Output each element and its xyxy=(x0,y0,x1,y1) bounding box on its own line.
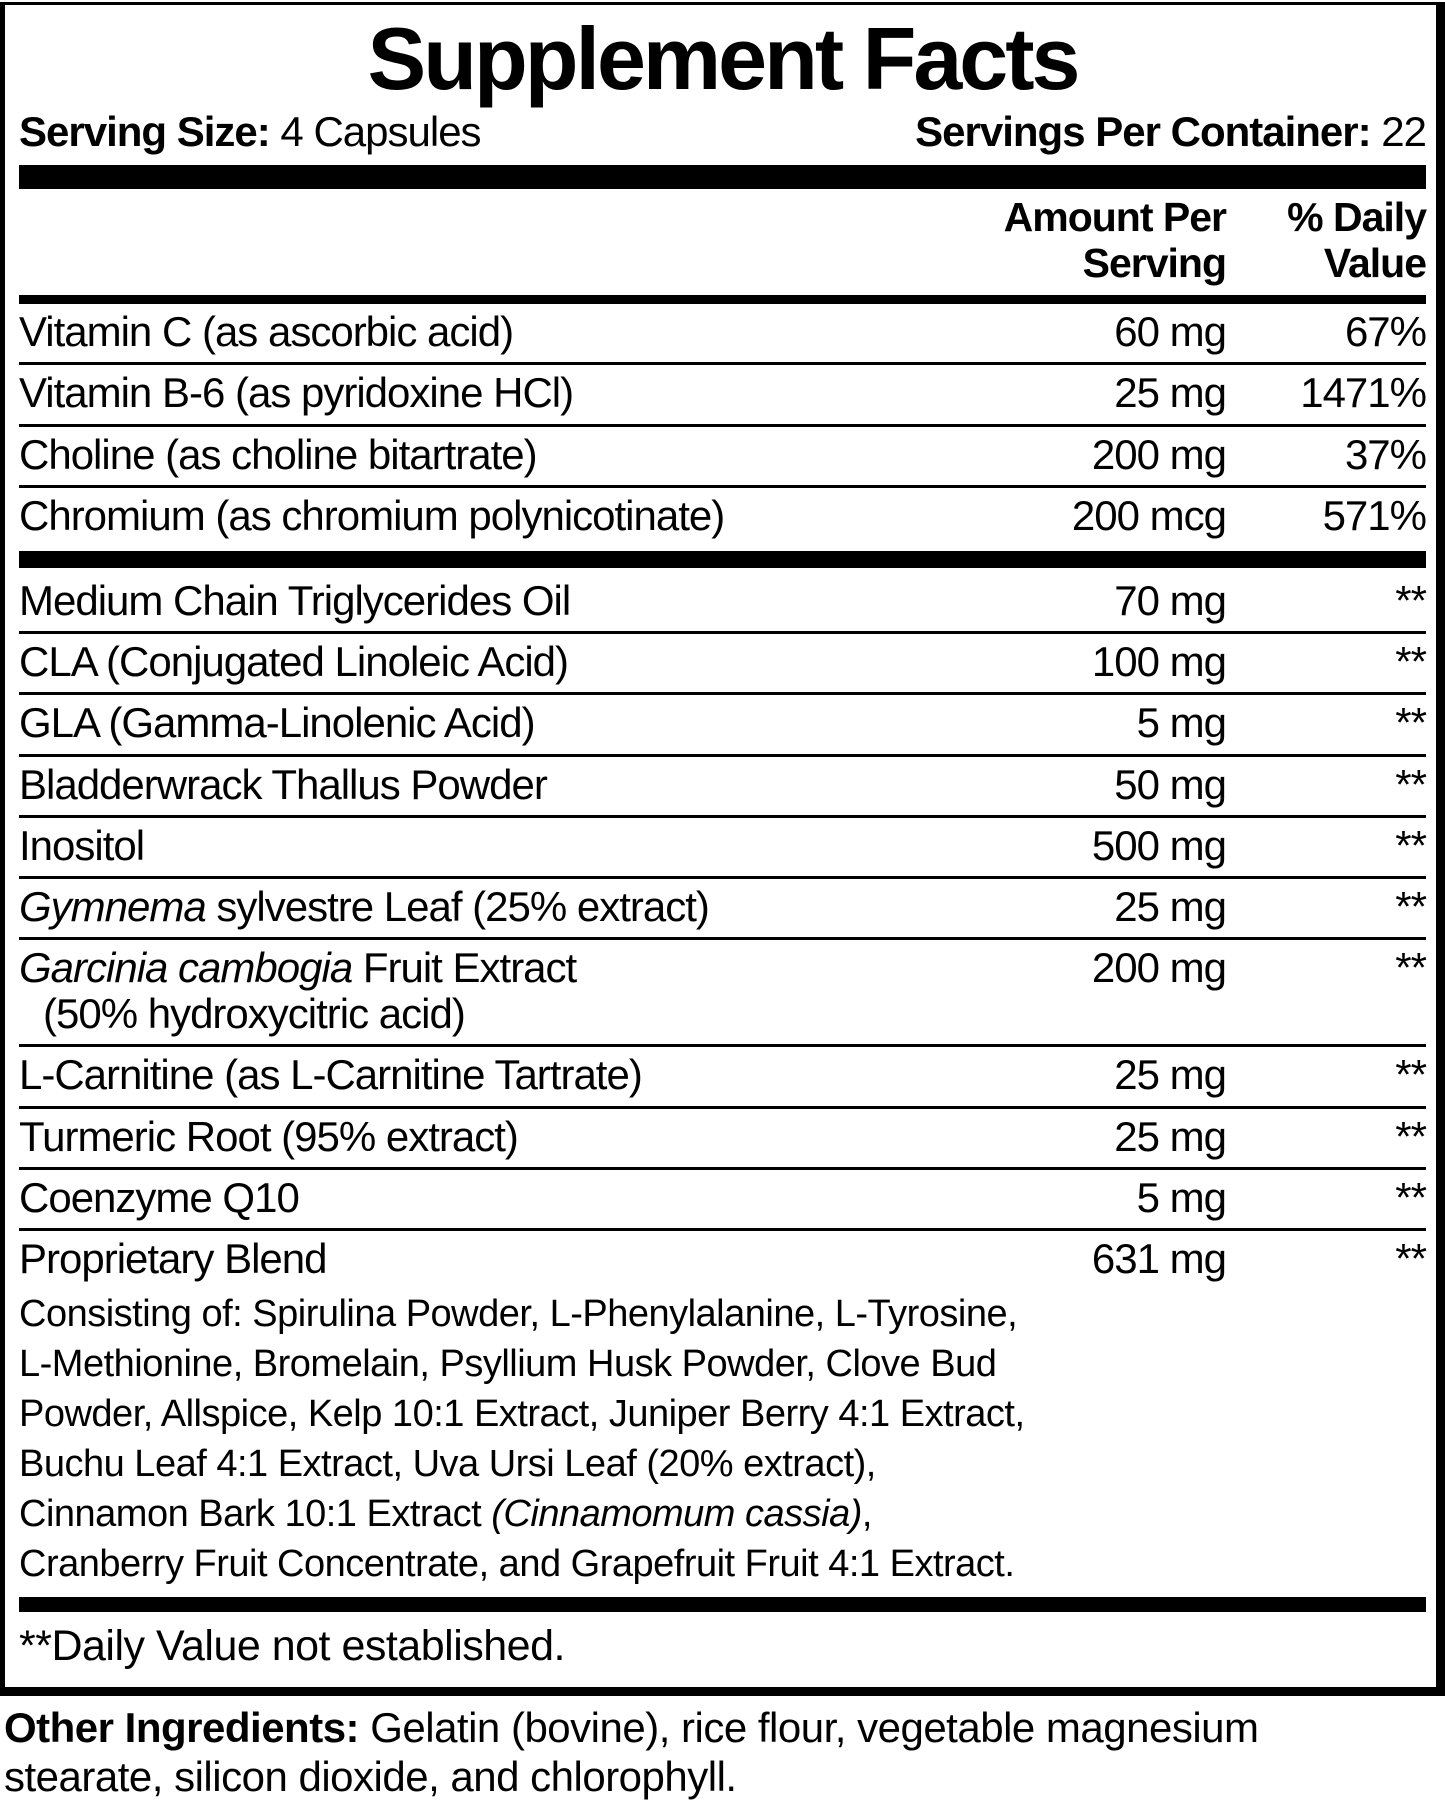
ingredient-name-line xyxy=(19,991,946,1037)
ingredient-name xyxy=(19,1236,946,1282)
daily-value-percent: ** xyxy=(1395,1235,1426,1283)
description-line xyxy=(19,1289,1426,1339)
ingredient-row xyxy=(19,1170,1426,1228)
ingredient-row xyxy=(19,488,1426,546)
ingredient-name-line xyxy=(19,945,946,991)
ingredient-name-line xyxy=(19,639,946,685)
ingredient-name xyxy=(19,1114,946,1160)
ingredient-name-segment: L-Methionine, Bromelain, Psyllium Husk Powder, Clove Bud xyxy=(19,1343,997,1386)
ingredient-name xyxy=(19,823,946,869)
ingredient-name-segment: Fruit Extract xyxy=(352,944,577,992)
ingredient-row xyxy=(19,695,1426,753)
ingredient-name-segment: CLA (Conjugated Linoleic Acid) xyxy=(19,638,569,686)
ingredient-name-line xyxy=(19,432,946,478)
daily-value-header-line1: % Daily xyxy=(1287,194,1426,241)
daily-value-percent: ** xyxy=(1395,1173,1426,1221)
divider-thick-footnote xyxy=(19,1597,1426,1612)
ingredient-name-line xyxy=(19,309,946,355)
daily-value-percent: ** xyxy=(1395,821,1426,869)
other-ingredients-line1-rest: Gelatin (bovine), rice flour, vegetable magnesium xyxy=(359,1704,1259,1752)
ingredient-row xyxy=(19,427,1426,485)
ingredient-name-segment: Vitamin C (as ascorbic acid) xyxy=(19,308,514,356)
ingredient-name xyxy=(19,884,946,930)
divider-thick-top xyxy=(19,165,1426,189)
daily-value-percent: ** xyxy=(1395,699,1426,747)
ingredient-name-segment: sylvestre Leaf (25% extract) xyxy=(205,882,709,930)
description-line xyxy=(19,1439,1426,1489)
daily-value-percent: ** xyxy=(1395,638,1426,686)
amount-header-line2: Serving xyxy=(1082,240,1226,287)
amount-per-serving-value: 60 mg xyxy=(1114,308,1226,356)
ingredient-name-segment: Turmeric Root (95% extract) xyxy=(19,1112,518,1160)
ingredient-name xyxy=(19,578,946,624)
serving-size xyxy=(19,108,481,156)
amount-per-serving-value: 25 mg xyxy=(1114,882,1226,930)
daily-value-percent: ** xyxy=(1395,944,1426,992)
amount-per-serving-value: 25 mg xyxy=(1114,1112,1226,1160)
servings-per-container xyxy=(915,108,1426,156)
servings-per-container-value: 22 xyxy=(1370,108,1426,156)
ingredient-name-segment: Medium Chain Triglycerides Oil xyxy=(19,576,571,624)
description-line xyxy=(19,1489,1426,1539)
ingredient-name-segment: Choline (as choline bitartrate) xyxy=(19,430,537,478)
divider-medium-header xyxy=(19,295,1426,304)
amount-per-serving-value: 25 mg xyxy=(1114,1051,1226,1099)
daily-value-header xyxy=(1226,195,1426,287)
proprietary-blend-description xyxy=(19,1289,1426,1589)
daily-value-percent: ** xyxy=(1395,576,1426,624)
description-line xyxy=(19,1539,1426,1589)
ingredient-name-line xyxy=(19,1236,946,1282)
other-ingredients-line2: stearate, silicon dioxide, and chlorophyll. xyxy=(4,1752,737,1800)
amount-per-serving-value: 500 mg xyxy=(1091,821,1226,869)
other-ingredients xyxy=(4,1704,1441,1801)
daily-value-percent: ** xyxy=(1395,882,1426,930)
ingredient-row xyxy=(19,1231,1426,1289)
amount-per-serving-value: 200 mcg xyxy=(1071,491,1226,539)
ingredient-name-line xyxy=(19,578,946,624)
daily-value-percent: 67% xyxy=(1344,308,1426,356)
ingredient-name-segment: Proprietary Blend xyxy=(19,1235,327,1283)
ingredient-name-line xyxy=(19,762,946,808)
description-line xyxy=(19,1389,1426,1439)
ingredient-name xyxy=(19,432,946,478)
serving-size-label: Serving Size: xyxy=(19,108,270,156)
ingredient-name-segment: Buchu Leaf 4:1 Extract, Uva Ursi Leaf (20% extract), xyxy=(19,1443,876,1486)
ingredient-row xyxy=(19,573,1426,631)
ingredient-name-italic-segment: Garcinia cambogia xyxy=(19,944,353,992)
ingredient-row xyxy=(19,879,1426,937)
ingredient-name xyxy=(19,700,946,746)
daily-value-percent: ** xyxy=(1395,760,1426,808)
ingredient-name-segment: (50% hydroxycitric acid) xyxy=(43,990,465,1038)
ingredient-name-segment: Vitamin B-6 (as pyridoxine HCl) xyxy=(19,369,574,417)
serving-info-row xyxy=(19,108,1426,156)
description-line xyxy=(19,1339,1426,1389)
amount-per-serving-value: 50 mg xyxy=(1114,760,1226,808)
ingredient-name xyxy=(19,493,946,539)
ingredient-name xyxy=(19,370,946,416)
divider-thick-section xyxy=(19,551,1426,568)
daily-value-header-line2: Value xyxy=(1323,240,1426,287)
ingredient-name-segment: , xyxy=(861,1493,872,1536)
ingredient-name-segment: Coenzyme Q10 xyxy=(19,1173,299,1221)
amount-per-serving-value: 200 mg xyxy=(1091,944,1226,992)
ingredient-name xyxy=(19,1175,946,1221)
amount-per-serving-value: 5 mg xyxy=(1136,1173,1226,1221)
ingredient-row xyxy=(19,1109,1426,1167)
other-ingredients-label: Other Ingredients: xyxy=(4,1704,360,1752)
servings-per-container-label: Servings Per Container: xyxy=(915,108,1371,156)
ingredient-name xyxy=(19,945,946,1037)
ingredient-name-line xyxy=(19,370,946,416)
daily-value-percent: ** xyxy=(1395,1112,1426,1160)
ingredient-name-italic-segment: Gymnema xyxy=(19,882,206,930)
ingredient-row xyxy=(19,818,1426,876)
ingredient-rows xyxy=(19,304,1426,1589)
ingredient-name-segment: Powder, Allspice, Kelp 10:1 Extract, Juniper Berry 4:1 Extract, xyxy=(19,1393,1025,1436)
other-ingredients-line1 xyxy=(4,1704,1441,1753)
ingredient-name xyxy=(19,639,946,685)
supplement-facts-panel xyxy=(0,2,1445,1696)
serving-size-value: 4 Capsules xyxy=(269,108,481,156)
ingredient-name-line xyxy=(19,700,946,746)
ingredient-name-line xyxy=(19,1052,946,1098)
ingredient-name-italic-segment: (Cinnamomum cassia) xyxy=(491,1493,862,1536)
amount-per-serving-value: 5 mg xyxy=(1136,699,1226,747)
ingredient-name xyxy=(19,309,946,355)
ingredient-row xyxy=(19,940,1426,1044)
daily-value-percent: 37% xyxy=(1344,430,1426,478)
daily-value-percent: 1471% xyxy=(1300,369,1426,417)
panel-title: Supplement Facts xyxy=(367,9,1078,108)
ingredient-row xyxy=(19,1047,1426,1105)
amount-header-line1: Amount Per xyxy=(1003,194,1226,241)
ingredient-name-segment: Chromium (as chromium polynicotinate) xyxy=(19,491,725,539)
ingredient-row xyxy=(19,365,1426,423)
amount-per-serving-value: 200 mg xyxy=(1091,430,1226,478)
column-headers xyxy=(19,195,1426,287)
ingredient-row xyxy=(19,304,1426,362)
ingredient-name-segment: L-Carnitine (as L-Carnitine Tartrate) xyxy=(19,1051,642,1099)
ingredient-name-segment: GLA (Gamma-Linolenic Acid) xyxy=(19,699,535,747)
ingredient-row xyxy=(19,634,1426,692)
ingredient-name-segment: Inositol xyxy=(19,821,145,869)
daily-value-percent: 571% xyxy=(1322,491,1426,539)
ingredient-name-line xyxy=(19,493,946,539)
ingredient-row xyxy=(19,757,1426,815)
amount-per-serving-value: 100 mg xyxy=(1091,638,1226,686)
amount-per-serving-value: 25 mg xyxy=(1114,369,1226,417)
ingredient-name-line xyxy=(19,884,946,930)
amount-per-serving-value: 631 mg xyxy=(1091,1235,1226,1283)
amount-per-serving-header xyxy=(946,195,1226,287)
ingredient-name-segment: Cinnamon Bark 10:1 Extract xyxy=(19,1493,492,1536)
daily-value-footnote: **Daily Value not established. xyxy=(19,1622,565,1671)
amount-per-serving-value: 70 mg xyxy=(1114,576,1226,624)
daily-value-percent: ** xyxy=(1395,1051,1426,1099)
ingredient-name-segment: Consisting of: Spirulina Powder, L-Phenylalanine, L-Tyrosine, xyxy=(19,1293,1018,1336)
ingredient-name xyxy=(19,1052,946,1098)
ingredient-name-segment: Bladderwrack Thallus Powder xyxy=(19,760,547,808)
ingredient-name-segment: Cranberry Fruit Concentrate, and Grapefruit Fruit 4:1 Extract. xyxy=(19,1543,1015,1586)
ingredient-name-line xyxy=(19,1175,946,1221)
ingredient-name xyxy=(19,762,946,808)
ingredient-name-line xyxy=(19,823,946,869)
ingredient-name-line xyxy=(19,1114,946,1160)
